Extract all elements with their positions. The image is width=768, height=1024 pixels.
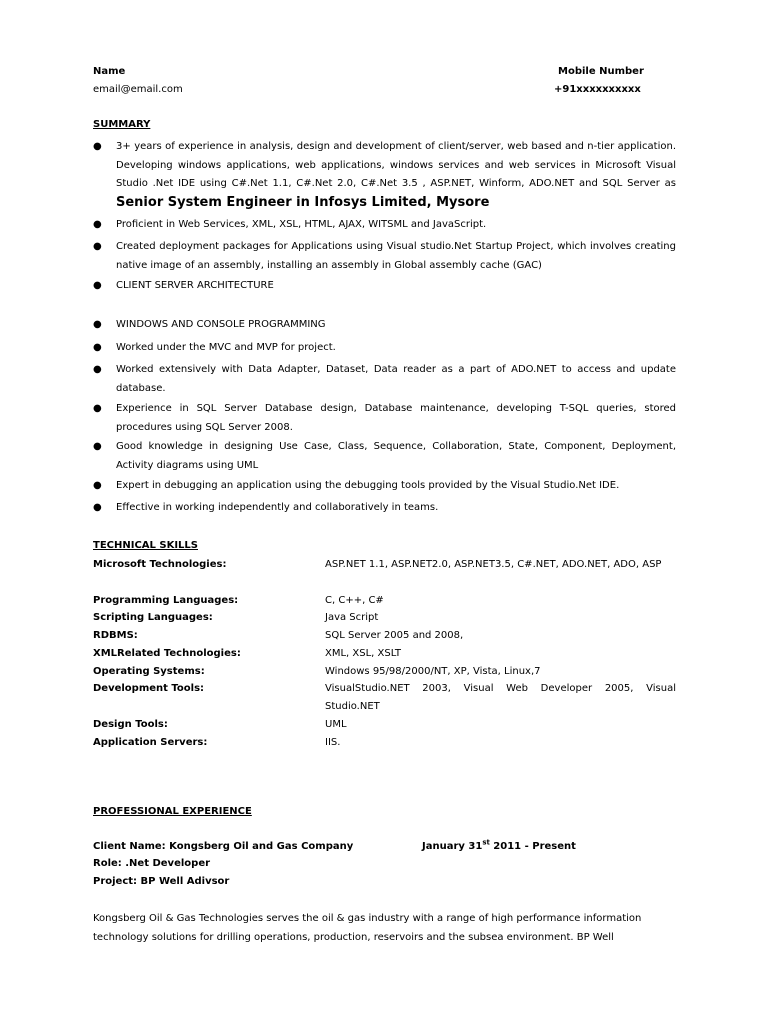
mobile-number-label: Mobile Number — [558, 66, 644, 77]
summary-item-text: Experience in SQL Server Database design, Database maintenance, developing T-SQL queries, stored procedures using SQL Server 2008. — [116, 403, 676, 433]
engagement-date: January 31st 2011 - Present — [422, 838, 576, 852]
bullet-icon: ● — [93, 141, 102, 152]
skill-label: Operating Systems: — [93, 666, 205, 677]
bullet-icon: ● — [93, 219, 102, 230]
skill-value: Java Script — [325, 612, 379, 623]
bullet-icon: ● — [93, 403, 102, 414]
skill-label: XMLRelated Technologies: — [93, 648, 241, 659]
summary-item-text: Effective in working independently and collaboratively in teams. — [116, 502, 439, 513]
project-name: Project: BP Well Adivsor — [93, 876, 230, 887]
bullet-icon: ● — [93, 342, 102, 353]
bullet-icon: ● — [93, 280, 102, 291]
summary-item-text: WINDOWS AND CONSOLE PROGRAMMING — [116, 319, 326, 330]
skill-value: ASP.NET 1.1, ASP.NET2.0, ASP.NET3.5, C#.NET, ADO.NET, ADO, ASP — [325, 559, 662, 570]
project-description: Kongsberg Oil & Gas Technologies serves the oil & gas industry with a range of high performance information technology solutions for drilling operations, production, reservoirs and the subsea environment. BP Well — [93, 913, 642, 943]
summary-item-text: Worked under the MVC and MVP for project. — [116, 342, 336, 353]
role: Role: .Net Developer — [93, 858, 211, 869]
summary-item-text: CLIENT SERVER ARCHITECTURE — [116, 280, 274, 291]
bullet-icon: ● — [93, 319, 102, 330]
skill-label: Scripting Languages: — [93, 612, 213, 623]
skill-label: RDBMS: — [93, 630, 138, 641]
bullet-icon: ● — [93, 480, 102, 491]
bullet-icon: ● — [93, 364, 102, 375]
skill-label: Development Tools: — [93, 683, 205, 694]
summary-item-text: Proficient in Web Services, XML, XSL, HTML, AJAX, WITSML and JavaScript. — [116, 219, 487, 230]
skill-label: Design Tools: — [93, 719, 168, 730]
skill-value: SQL Server 2005 and 2008, — [325, 630, 464, 641]
skill-value: UML — [325, 719, 347, 730]
skill-label: Application Servers: — [93, 737, 208, 748]
client-name: Client Name: Kongsberg Oil and Gas Company — [93, 841, 354, 852]
email-address: email@email.com — [93, 84, 183, 95]
skill-label: Microsoft Technologies: — [93, 559, 227, 570]
summary-item-text: 3+ years of experience in analysis, design and development of client/server, web based and n-tier application. Developing windows applications, web applications, windows services and web services in Microsoft Visual Studio .Net IDE using C#.Net 1.1, C#.Net 2.0, C#.Net 3.5 , ASP.NET, Winform, ADO.NET and SQL Server as Senior System Engineer in Infosys Limited, Mysore — [116, 141, 676, 210]
summary-item-text: Expert in debugging an application using the debugging tools provided by the Visual Studio.Net IDE. — [116, 480, 620, 491]
summary-item-text: Created deployment packages for Applications using Visual studio.Net Startup Project, which involves creating native image of an assembly, installing an assembly in Global assembly cache (GAC) — [116, 241, 676, 271]
skill-value: Windows 95/98/2000/NT, XP, Vista, Linux,7 — [325, 666, 541, 677]
summary-emphasis: Senior System Engineer in Infosys Limited, Mysore — [116, 194, 490, 210]
skill-value: VisualStudio.NET 2003, Visual Web Developer 2005, Visual Studio.NET — [325, 683, 676, 712]
professional-experience-heading: PROFESSIONAL EXPERIENCE — [93, 806, 252, 817]
summary-item-text: Worked extensively with Data Adapter, Dataset, Data reader as a part of ADO.NET to access and update database. — [116, 364, 676, 394]
skill-value: C, C++, C# — [325, 595, 384, 606]
bullet-icon: ● — [93, 441, 102, 452]
skill-value: IIS. — [325, 737, 341, 748]
candidate-name: Name — [93, 66, 126, 77]
technical-skills-heading: TECHNICAL SKILLS — [93, 540, 198, 551]
bullet-icon: ● — [93, 241, 102, 252]
summary-item-text: Good knowledge in designing Use Case, Class, Sequence, Collaboration, State, Component, Deployment, Activity diagrams using UML — [116, 441, 676, 471]
summary-heading: SUMMARY — [93, 119, 151, 130]
bullet-icon: ● — [93, 502, 102, 513]
skill-value: XML, XSL, XSLT — [325, 648, 402, 659]
skill-label: Programming Languages: — [93, 595, 239, 606]
mobile-number-value: +91xxxxxxxxxx — [554, 84, 641, 95]
